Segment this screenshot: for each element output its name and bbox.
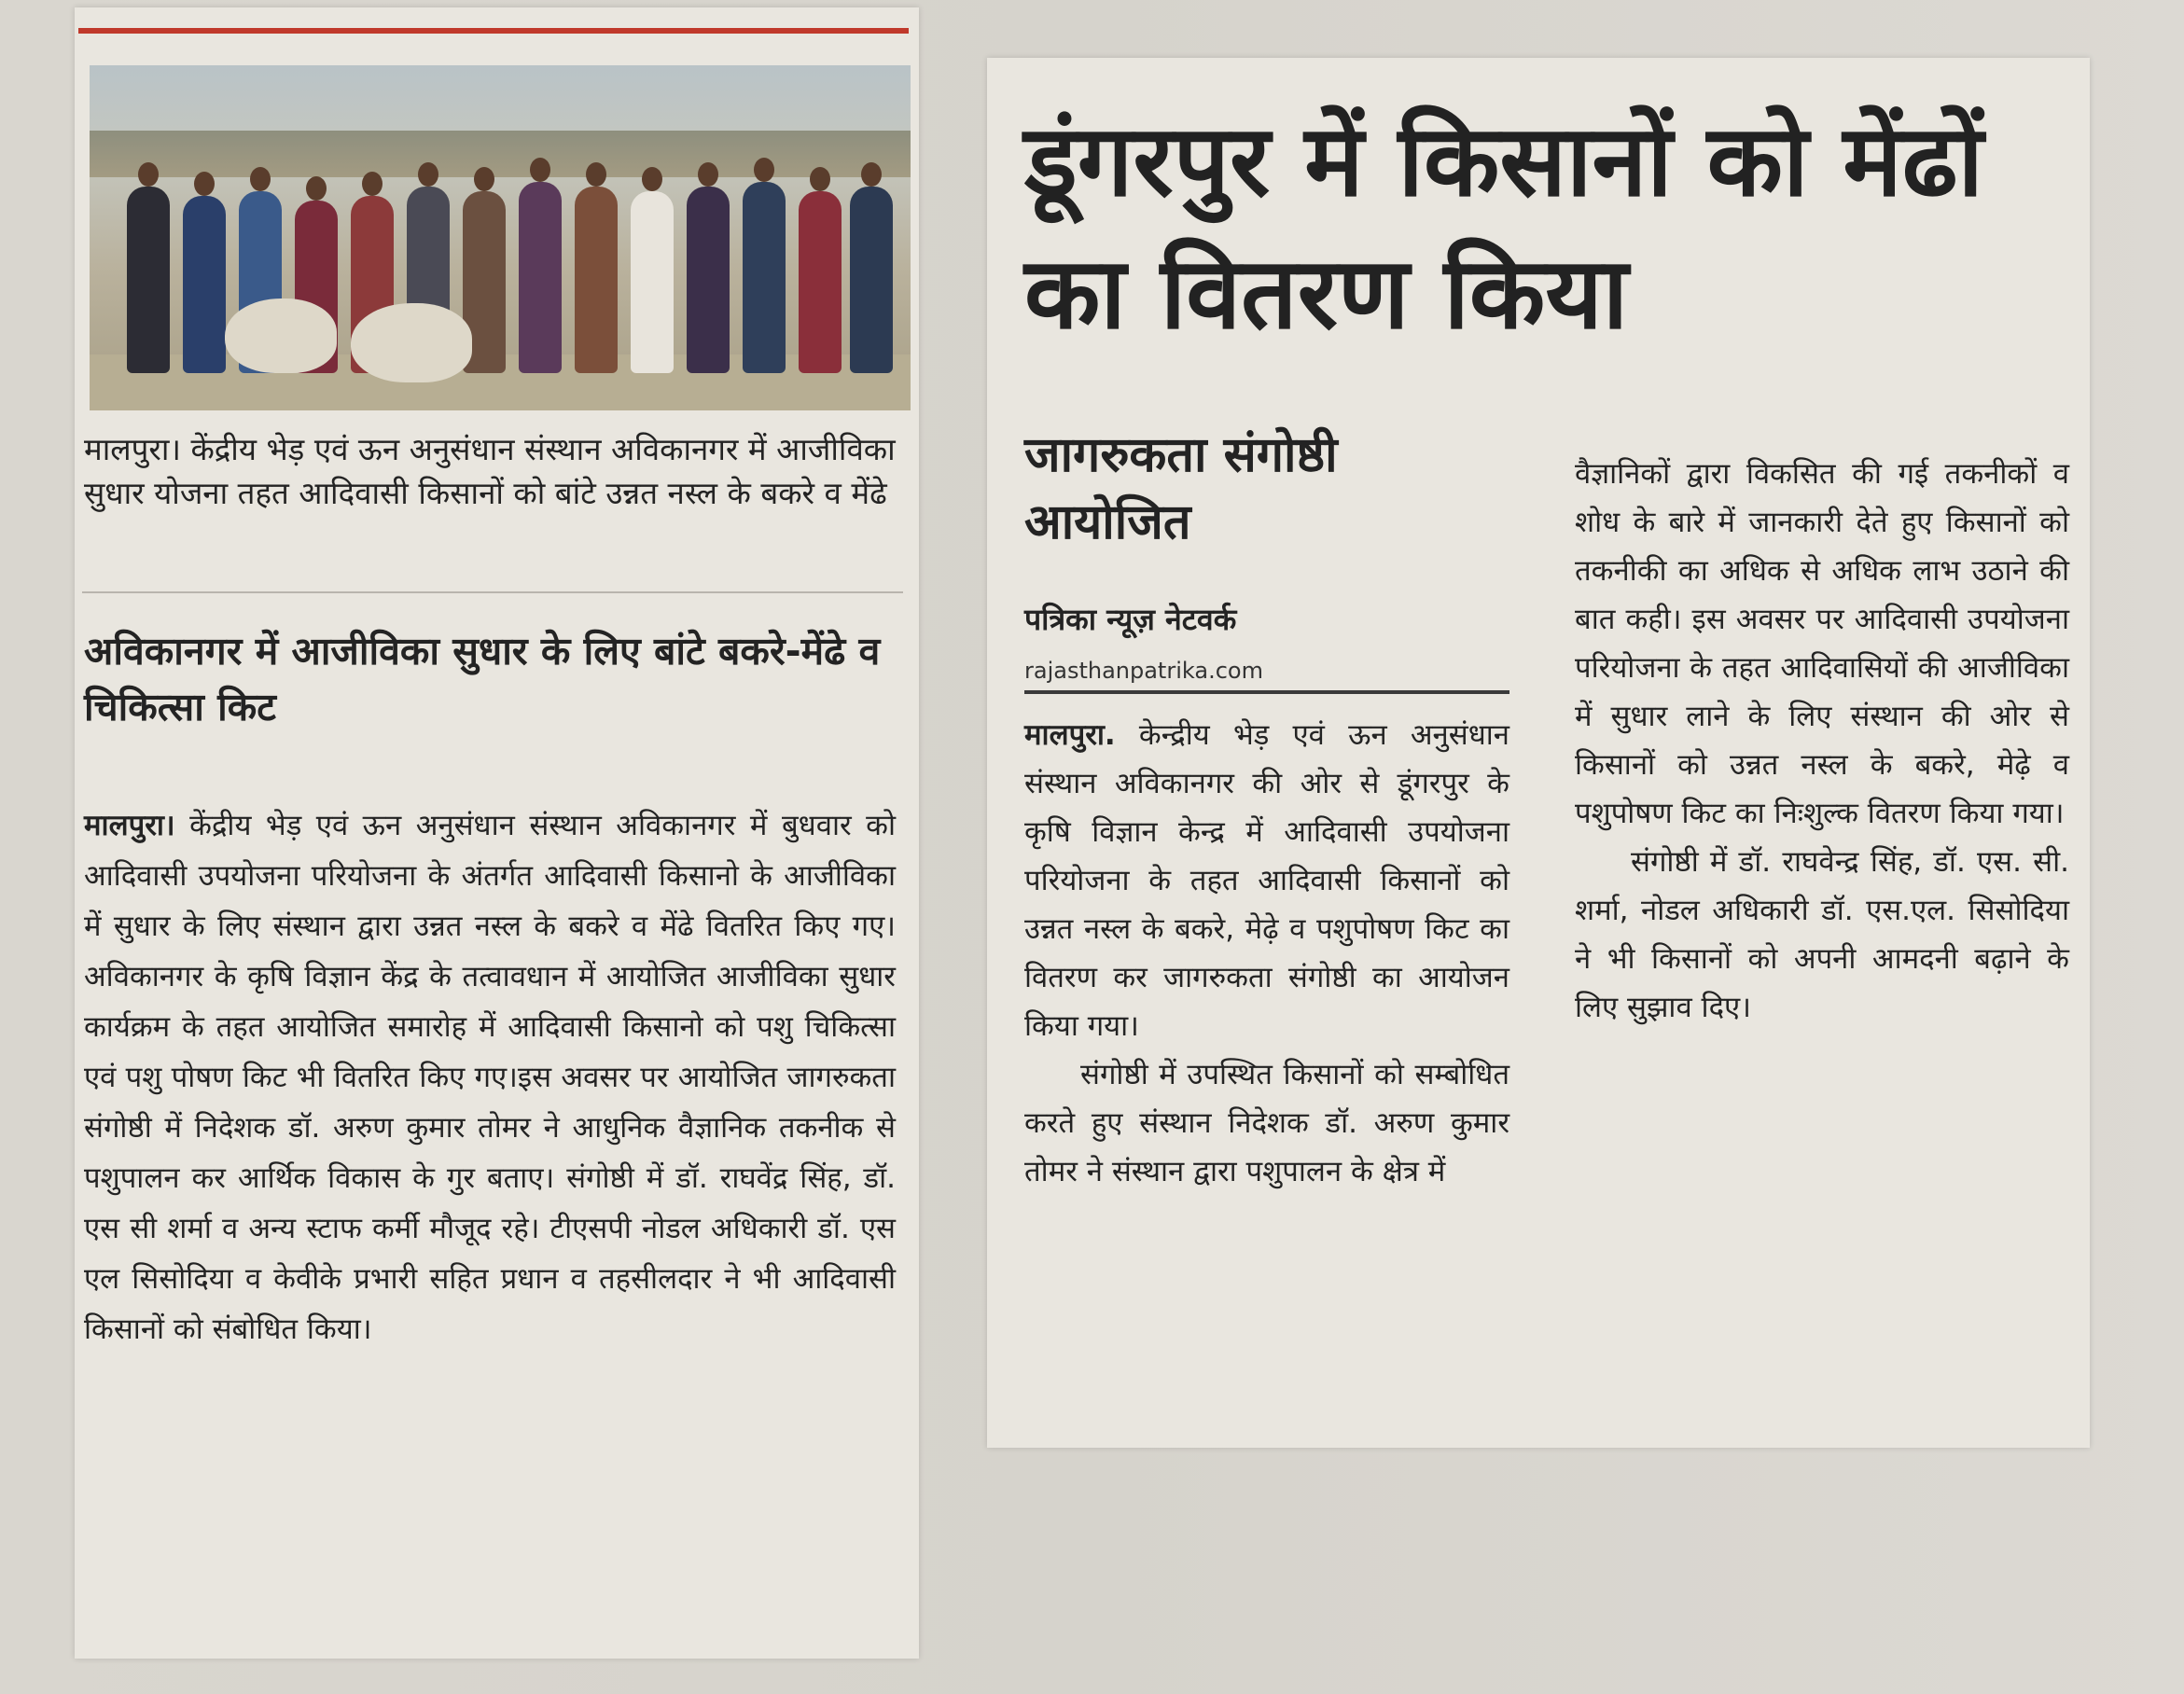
paragraph: संगोष्ठी में डॉ. राघवेन्द्र सिंह, डॉ. एस. सी. शर्मा, नोडल अधिकारी डॉ. एस.एल. सिसोदिया ने भी किसानों को अपनी आमदनी बढ़ाने के लिए सुझाव दिए। xyxy=(1575,845,2069,1024)
byline-url: rajasthanpatrika.com xyxy=(1024,658,1263,684)
paragraph: वैज्ञानिकों द्वारा विकसित की गई तकनीकों व शोध के बारे में जानकारी देते हुए किसानों को तकनीकी का अधिक से अधिक लाभ उठाने की बात कही। इस अवसर पर आदिवासी उपयोजना परियोजना के तहत आदिवासियों की आजीविका में सुधार लाने के लिए संस्थान की ओर से किसानों को उन्नत नस्ल के बकरे, मेढ़े व पशुपोषण किट का निःशुल्क वितरण किया गया। xyxy=(1575,457,2069,830)
left-headline: अविकानगर में आजीविका सुधार के लिए बांटे बकरे-मेंढे व चिकित्सा किट xyxy=(84,629,881,729)
photo-caption: मालपुरा। केंद्रीय भेड़ एवं ऊन अनुसंधान संस्थान अविकानगर में आजीविका सुधार योजना तहत आदिवासी किसानों को बांटे उन्नत नस्ल के बकरे व मेंढे xyxy=(84,431,896,511)
left-news-clipping xyxy=(75,7,919,1659)
red-top-rule xyxy=(78,28,909,34)
byline: पत्रिका न्यूज़ नेटवर्क xyxy=(1024,602,1237,637)
byline-rule xyxy=(1024,690,1509,694)
main-headline: डूंगरपुर में किसानों को मेंढों का वितरण किया xyxy=(1024,104,1983,351)
article-column-2 xyxy=(1575,450,2069,1032)
paragraph: संगोष्ठी में उपस्थित किसानों को सम्बोधित करते हुए संस्थान निदेशक डॉ. अरुण कुमार तोमर ने संस्थान द्वारा पशुपालन के क्षेत्र में xyxy=(1024,1058,1509,1188)
paragraph-text: केन्द्रीय भेड़ एवं ऊन अनुसंधान संस्थान अविकानगर की ओर से डूंगरपुर के कृषि विज्ञान केन्द्र में आदिवासी उपयोजना परियोजना के तहत आदिवासी किसानों को उन्नत नस्ल के बकरे, मेढ़े व पशुपोषण किट का वितरण कर जागरुकता संगोष्ठी का आयोजन किया गया। xyxy=(1024,718,1509,1043)
article-column-1 xyxy=(1024,711,1509,1196)
divider xyxy=(82,591,903,593)
right-news-clipping xyxy=(987,58,2090,1448)
left-article-body xyxy=(84,800,896,1354)
dateline: मालपुरा. xyxy=(1024,718,1116,752)
dateline: मालपुरा। xyxy=(84,809,175,842)
news-photo xyxy=(90,65,911,410)
paragraph xyxy=(1024,711,1509,1050)
subheadline: जागरुकता संगोष्ठी आयोजित xyxy=(1024,427,1338,550)
article-text: केंद्रीय भेड़ एवं ऊन अनुसंधान संस्थान अविकानगर में बुधवार को आदिवासी उपयोजना परियोजना के अंतर्गत आदिवासी किसानो के आजीविका में सुधार के लिए संस्थान द्वारा उन्नत नस्ल के बकरे व मेंढे वितरित किए गए। अविकानगर के कृषि विज्ञान केंद्र के तत्वावधान में आयोजित आजीविका सुधार कार्यक्रम के तहत आयोजित समारोह में आदिवासी किसानो को पशु चिकित्सा एवं पशु पोषण किट भी वितरित किए गए।इस अवसर पर आयोजित जागरुकता संगोष्ठी में निदेशक डॉ. अरुण कुमार तोमर ने आधुनिक वैज्ञानिक तकनीक से पशुपालन कर आर्थिक विकास के गुर बताए। संगोष्ठी में डॉ. राघवेंद्र सिंह, डॉ. एस सी शर्मा व अन्य स्टाफ कर्मी मौजूद रहे। टीएसपी नोडल अधिकारी डॉ. एस एल सिसोदिया व केवीके प्रभारी सहित प्रधान व तहसीलदार ने भी आदिवासी किसानों को संबोधित किया। xyxy=(84,809,896,1346)
